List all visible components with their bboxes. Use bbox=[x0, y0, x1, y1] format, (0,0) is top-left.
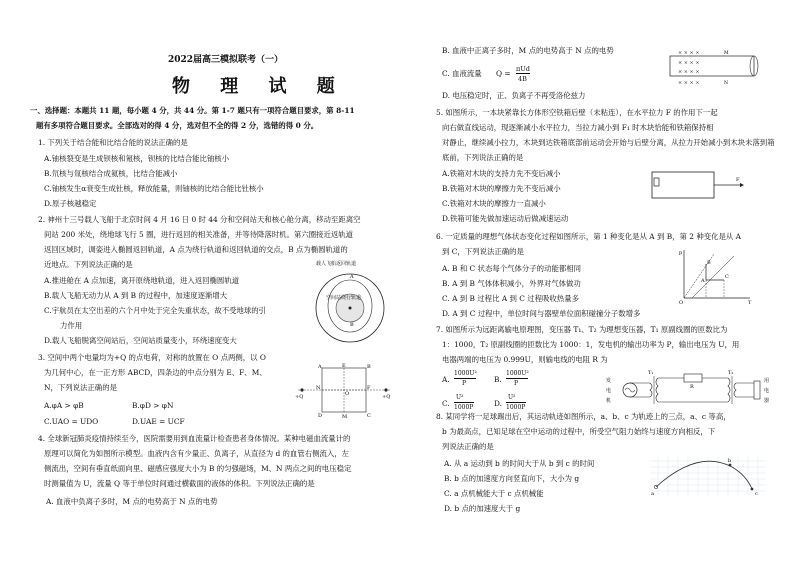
traj-point-c: c bbox=[755, 491, 758, 497]
fig-label-m: M bbox=[342, 414, 348, 420]
q5-option-c: C.铁箱对木块的摩擦力一直减小 bbox=[442, 199, 546, 208]
q8-line-2: b 为最高点，已知足球在空中运动的过程中，所受空气阻力始终与速度方向相反，下 bbox=[442, 427, 716, 436]
q2-line-1: 2. 神州十三号载人飞船于北京时间 4 月 16 日 0 时 44 分和空间站天和核心舱分离，移动至距离空 bbox=[38, 215, 361, 224]
r-label: R bbox=[690, 384, 694, 390]
fig-label-b: B bbox=[367, 364, 371, 370]
q6-option-b: B. A 到 B 气体体积减小，外界对气体做功 bbox=[442, 279, 581, 288]
transmission-figure bbox=[604, 368, 784, 412]
q4-option-a: A. 血液中负离子多时，M 点的电势高于 N 点的电势 bbox=[46, 497, 218, 506]
fig-label-n: N bbox=[316, 385, 321, 391]
q7-option-c-num: U² bbox=[456, 394, 464, 401]
q7-line-3: 电器两端的电压为 0.999U，则输电线的电阻 R 为 bbox=[442, 355, 608, 364]
q2-option-c: C.宇航员在太空出差的六个月中处于完全失重状态，故不受地球的引 bbox=[44, 306, 267, 315]
user-label-1: 用 bbox=[764, 378, 770, 384]
iron-box-figure bbox=[648, 168, 748, 202]
pt-origin: O bbox=[679, 300, 684, 306]
orbit-point-a: A bbox=[350, 274, 354, 280]
q7-option-b-num: 1000U² bbox=[506, 370, 529, 377]
svg-text:× × × ×: × × × × bbox=[678, 50, 700, 56]
pt-axis-t: T bbox=[748, 300, 752, 306]
q1-option-d: D.原子核越稳定 bbox=[44, 199, 97, 208]
q3-line-3: N，下列说法正确的是 bbox=[44, 383, 117, 392]
gen-label-1: 发 bbox=[606, 378, 612, 384]
gen-label-2: 电 bbox=[606, 388, 612, 394]
q3-option-c: C.UAO = UDO bbox=[44, 417, 99, 426]
q3-option-d: D.UAE = UCF bbox=[132, 417, 185, 426]
orbit-point-b: B bbox=[350, 322, 354, 328]
q1-option-c: C.铀核发生α衰变生成钍核，释放能量，则铀核的比结合能比钍核小 bbox=[44, 184, 264, 193]
q2-option-b: B.载人飞船无动力从 A 到 B 的过程中，加速度逐渐增大 bbox=[44, 291, 228, 300]
q6-option-c: C. A 到 B 过程比 A 到 C 过程吸收热量多 bbox=[442, 294, 579, 303]
exam-title: 2022届高三模拟联考（一） bbox=[168, 55, 284, 65]
q5-line-1: 5. 如图所示，一本块紧靠长方体形空铁箱后壁（未粘连），在水平拉力 F 的作用下一起 bbox=[436, 108, 718, 117]
q7-option-a-den: P bbox=[462, 380, 467, 387]
q6-line-2: 到 C，下列说法正确的是 bbox=[442, 247, 524, 256]
right-column bbox=[420, 0, 794, 561]
q3-line-1: 3. 空间中两个电量均为+Q 的点电荷，对称的放置在 O 点两侧，以 O bbox=[38, 353, 266, 362]
q2-line-2: 间站 200 米处，绕地球飞行 5 圈，进行返回的相关准备，并等待降落时机。第六圈接近返轨道 bbox=[44, 230, 354, 239]
pt-point-c: C bbox=[725, 274, 729, 280]
q2-option-c-cont: 力作用 bbox=[60, 321, 83, 330]
q8-line-3: 列说法正确的是 bbox=[442, 442, 494, 451]
q2-option-d: D.载人飞船脱离空间站后，空间站质量变小，环绕速度变大 bbox=[44, 336, 237, 345]
q6-option-d: D. A 到 C 过程中，单位时间与器壁单位面积碰撞分子数增多 bbox=[442, 309, 641, 318]
q4-option-b: B. 血液中正离子多时，M 点的电势高于 N 点的电势 bbox=[442, 46, 614, 55]
q6-line-1: 6. 一定质量的理想气体状态变化过程如图所示，第 1 种变化是从 A 到 B，第 2 种变化是从 A bbox=[436, 232, 741, 241]
section-heading: 一、选择题：本题共 11 题，每小题 4 分，共 44 分。第 1-7 题只有一项符合题目要求，第 8-11 bbox=[30, 106, 355, 115]
fig-label-f: F bbox=[367, 385, 371, 391]
left-column bbox=[30, 0, 410, 561]
fig-label-o: O bbox=[345, 391, 350, 397]
q3-line-2: 为几何中心，在一正方形 ABCD，四条边的中点分别为 E、F、M、 bbox=[44, 368, 267, 377]
user-label-2: 电 bbox=[764, 388, 770, 394]
q1-option-a: A.铀核裂变是生成钡核和氪核，钡核的比结合能比铀核小 bbox=[44, 154, 230, 163]
q7-option-d-num: U² bbox=[508, 394, 516, 401]
q4-option-c-q: Q = bbox=[496, 69, 511, 78]
q2-line-3: 返回区域时，调姿进入椭圆返回轨道，A 点为绕行轨道和返回轨道的交点，B 点为椭圆轨道的 bbox=[44, 245, 348, 254]
fig-label-a: A bbox=[318, 364, 322, 370]
p-t-diagram bbox=[674, 246, 754, 306]
q8-option-d: D. b 点的加速度大于 g bbox=[444, 504, 521, 513]
pt-point-a: A bbox=[701, 278, 705, 284]
fig-charge-left: +Q bbox=[295, 394, 304, 400]
fig-charge-right: +Q bbox=[382, 394, 391, 400]
svg-text:× × × ×: × × × × bbox=[678, 69, 700, 75]
q4-option-c-prefix: C. 血液流量 bbox=[442, 69, 482, 78]
q7-option-c-den: 1000P bbox=[454, 404, 474, 411]
q7-option-a-num: 1000U² bbox=[454, 370, 477, 377]
orbit-label-station: 空间站绕行轨道 bbox=[326, 295, 362, 301]
fig-label-e: E bbox=[342, 363, 346, 369]
q8-option-c: C. a 点机械能大于 c 点机械能 bbox=[444, 489, 544, 498]
q4-option-c-den: 4B bbox=[518, 75, 527, 83]
q5-option-d: D.铁箱可能先做加速运动后做减速运动 bbox=[442, 214, 569, 223]
q8-line-1: 8. 某同学将一足球踢出后，其运动轨迹如图所示，a、b、c 为轨迹上的三点，a、c 等高， bbox=[436, 412, 731, 421]
section-heading-2: 题有多项符合题目要求。全部选对的得 4 分，选对但不全的得 2 分，选错的得 0 分。 bbox=[36, 121, 319, 130]
q3-option-b: B.φD > φN bbox=[132, 401, 174, 410]
fig-label-d: D bbox=[318, 413, 323, 419]
orbit-figure bbox=[312, 268, 388, 344]
q7-option-c-label: C. bbox=[442, 399, 450, 408]
q7-option-b-label: B. bbox=[494, 375, 502, 384]
q4-line-4: 时测量值为 U，流量 Q 等于单位时间通过横截面的液体的体积。下列说法正确的是 bbox=[44, 479, 315, 488]
q6-option-a: A. B 和 C 状态每个气体分子的动能都相同 bbox=[442, 264, 582, 273]
q7-option-b-den: P bbox=[514, 380, 519, 387]
q8-option-b: B. b 点的加速度方向竖直向下，大小为 g bbox=[444, 474, 580, 483]
q4-option-d: D. 电压稳定时，正、负离子不再受洛伦兹力 bbox=[442, 91, 586, 100]
q3-option-a: A.φA > φB bbox=[44, 401, 84, 410]
t2-label: T₂ bbox=[728, 370, 734, 376]
fig-label-c: C bbox=[367, 413, 371, 419]
q1-stem: 1. 下列关于结合能和比结合能的说法正确的是 bbox=[38, 138, 188, 147]
gen-label-3: 机 bbox=[606, 398, 612, 404]
q5-line-2: 向右做直线运动，现逐渐减小水平拉力，当拉力减小到 F₁ 时木块恰能和铁箱保持相 bbox=[442, 123, 714, 132]
q4-line-2: 原理可以简化为如图所示模型。血液内含有少量正、负离子，从直径为 d 的血管右侧流入，左 bbox=[44, 449, 350, 458]
q2-line-4: 近地点。下列说法正确的是 bbox=[44, 260, 133, 269]
user-label-3: 器 bbox=[764, 398, 770, 404]
svg-text:N: N bbox=[724, 81, 728, 86]
traj-point-a: a bbox=[651, 491, 654, 497]
q2-option-a: A.推进舱在 A 点加速，离开原绕地轨道，进入返回椭圆轨道 bbox=[44, 276, 240, 285]
pt-point-b: B bbox=[707, 260, 711, 266]
svg-text:M: M bbox=[724, 51, 729, 56]
q4-option-c-num: πUd bbox=[516, 65, 530, 73]
q7-line-1: 7. 如图所示为远距离输电原理图，变压器 T₁、T₂ 为理想变压器，T₁ 原副线圈的匝数比为 bbox=[436, 325, 728, 334]
pt-axis-p: p bbox=[679, 250, 683, 256]
svg-text:× × × ×: × × × × bbox=[678, 60, 700, 66]
box-force-label: F bbox=[736, 177, 740, 183]
q5-line-4: 底前，下列说法正确的是 bbox=[442, 153, 524, 162]
traj-point-b: b bbox=[728, 458, 732, 464]
q4-line-3: 侧流出，空间有垂直纸面向里、磁感应强度大小为 B 的匀强磁场，M、N 两点之间的电压稳定 bbox=[44, 464, 352, 473]
svg-text:× × × ×: × × × × bbox=[678, 80, 700, 86]
orbit-label-return: 载人飞船返回轨道 bbox=[316, 261, 357, 267]
q7-option-d-label: D. bbox=[494, 399, 503, 408]
blood-vessel-figure bbox=[664, 46, 764, 88]
q5-option-b: B.铁箱对木块的摩擦力先不变后减小 bbox=[442, 184, 561, 193]
q7-option-a-label: A. bbox=[442, 375, 450, 384]
t1-label: T₁ bbox=[648, 370, 654, 376]
q7-option-d-den: 1000P bbox=[506, 404, 526, 411]
square-charge-figure bbox=[294, 362, 394, 420]
q5-option-a: A.铁箱对木块的支持力先不变后减小 bbox=[442, 169, 561, 178]
q8-option-a: A. 从 a 运动到 b 的时间大于从 b 到 c 的时间 bbox=[444, 459, 595, 468]
q4-line-1: 4. 全球新冠肺炎疫情持续至今，医院需要用到血流量计检查患者身体情况。某种电磁血流量计的 bbox=[38, 434, 351, 443]
q7-line-2: 1：1000，T₂ 原副线圈的匝数比为 1000：1，发电机的输出功率为 P，输出电压为 U，用 bbox=[442, 340, 740, 349]
trajectory-figure bbox=[648, 455, 768, 499]
q1-option-b: B.氘核与氚核结合成氦核，比结合能减小 bbox=[44, 169, 178, 178]
q5-line-3: 对静止，继续减小拉力，木块到达铁箱底部前运动会开始与后壁分离，从拉力开始减小到木块未落到箱 bbox=[442, 138, 775, 147]
subject-title: 物 理 试 题 bbox=[172, 76, 347, 97]
